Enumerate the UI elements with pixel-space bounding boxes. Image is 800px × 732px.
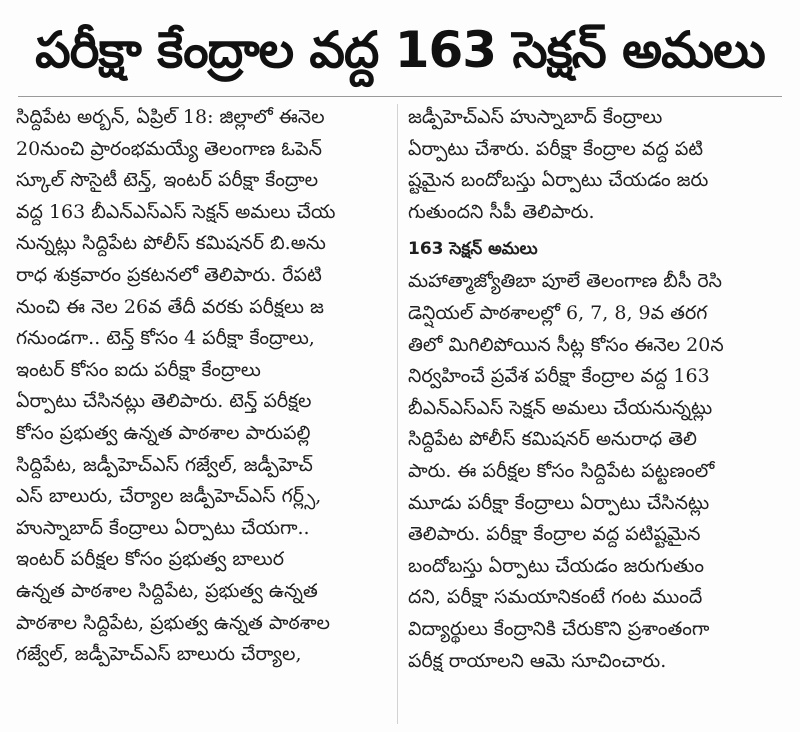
body-line: రాధ శుక్రవారం ప్రకటనలో తెలిపారు. రేపటి [16,263,322,286]
left-column [16,102,398,671]
body-line: ఇంటర్ కోసం ఐదు పరీక్షా కేంద్రాలు [16,358,261,381]
body-line: తెలిపారు. పరీక్షా కేంద్రాల వద్ద పటిష్టమైన [408,523,701,546]
body-line: మూడు పరీక్షా కేంద్రాలు ఏర్పాటు చేసినట్లు [408,491,710,514]
section-subheading: 163 సెక్షన్ అమలు [408,239,538,260]
headline: పరీక్షా కేంద్రాల వద్ద 163 సెక్షన్ అమలు [35,21,765,79]
body-line: బీఎన్ఎస్ఎస్ సెక్షన్ అమలు చేయనున్నట్లు [408,396,713,419]
body-line: ఎస్ బాలురు, చేర్యాల జడ్పీహెచ్ఎస్ గర్ల్స్, [16,485,322,508]
body-line: ఇంటర్ పరీక్షల కోసం ప్రభుత్వ బాలుర [16,548,285,571]
body-line: సిద్దిపేట, జడ్పీహెచ్ఎస్ గజ్వేల్, జడ్పీహెచ్ [16,453,313,476]
body-line: గనుండగా.. టెన్త్ కోసం 4 పరీక్షా కేంద్రాలు, [16,327,315,350]
body-line: విద్యార్థులు కేంద్రానికి చేరుకొని ప్రశాంతంగా [408,617,710,640]
body-line: నిర్వహించే ప్రవేశ పరీక్షా కేంద్రాల వద్ద 163 [408,365,710,388]
body-line: 20నుంచి ప్రారంభమయ్యే తెలంగాణ ఓపెన్ [16,137,322,160]
body-line: తిలో మిగిలిపోయిన సీట్ల కోసం ఈనెల 20న [408,333,724,356]
column-divider [397,104,398,724]
body-line: గజ్వేల్, జడ్పీహెచ్ఎస్ బాలురు చేర్యాల, [16,643,302,666]
body-line: ష్టమైన బందోబస్తు ఏర్పాటు చేయడం జరు [408,169,709,192]
body-line: నుంచి ఈ నెల 26వ తేదీ వరకు పరీక్షలు జ [16,295,324,318]
body-line: పారు. ఈ పరీక్షల కోసం సిద్దిపేట పట్టణంలో [408,459,715,482]
body-line: సిద్దిపేట అర్బన్, ఏప్రిల్ 18: జిల్లాలో ఈనెల [16,106,325,128]
body-line: పాఠశాల సిద్దిపేట, ప్రభుత్వ ఉన్నత పాఠశాల [16,611,330,634]
body-line: దని, పరీక్షా సమయానికంటే గంట ముందే [408,586,703,609]
body-line: హుస్నాబాద్ కేంద్రాలు ఏర్పాటు చేయగా.. [16,516,310,539]
body-line: సిద్దిపేట పోలీస్ కమిషనర్ అనురాధ తెలి [408,428,697,451]
body-line: ఉన్నత పాఠశాల సిద్దిపేట, ప్రభుత్వ ఉన్నత [16,579,318,602]
body-line: పరీక్ష రాయాలని ఆమె సూచించారు. [408,649,667,672]
body-line: బందోబస్తు ఏర్పాటు చేయడం జరుగుతుం [408,554,704,577]
body-line: కోసం ప్రభుత్వ ఉన్నత పాఠశాల పారుపల్లి [16,421,311,444]
body-line: గుతుందని సీపీ తెలిపారు. [408,200,595,223]
body-line: నున్నట్లు సిద్దిపేట పోలీస్ కమిషనర్ బి.అను [16,232,326,255]
headline-rule [18,96,782,97]
body-line: ఏర్పాటు చేశారు. పరీక్షా కేంద్రాల వద్ద పటి [408,137,704,160]
body-line: వద్ద 163 బీఎన్ఎస్ఎస్ సెక్షన్ అమలు చేయ [16,200,336,223]
body-line: ఏర్పాటు చేసినట్లు తెలిపారు. టెన్త్ పరీక్షల [16,390,312,413]
body-line: మహాత్మాజ్యోతిబా పూలే తెలంగాణ బీసీ రెసి [408,270,722,293]
body-line: స్కూల్ సొసైటీ టెన్త్, ఇంటర్ పరీక్షా కేంద్రాల [16,169,319,192]
body-line: డెన్షియల్ పాఠశాలల్లో 6, 7, 8, 9వ తరగ [408,301,708,324]
right-column [408,102,790,677]
body-line: జడ్పీహెచ్ఎస్ హుస్నాబాద్ కేంద్రాలు [408,106,663,128]
